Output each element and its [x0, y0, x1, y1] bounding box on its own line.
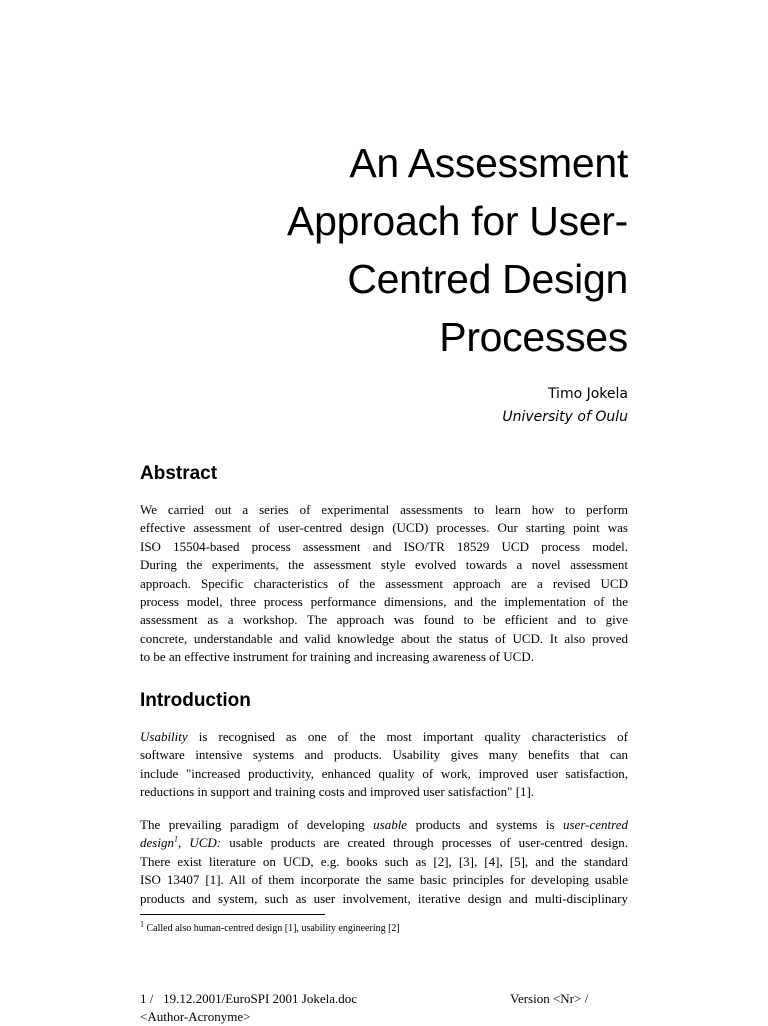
- text-line: [140, 728, 628, 746]
- paper-title: [108, 134, 628, 366]
- footnote-ref[interactable]: 1: [173, 835, 178, 845]
- italic-term: user-centred: [563, 817, 628, 832]
- text-line: include "increased productivity, enhanced quality of work, improved user satisfaction,: [140, 765, 628, 781]
- footnote-text: Called also human-centred design [1], usability engineering [2]: [144, 923, 400, 934]
- text-line: process model, three process performance dimensions, and the implementation of the: [140, 594, 628, 610]
- footer-author-acronym: <Author-Acronyme>: [140, 1009, 251, 1024]
- text-line: ISO 13407 [1]. All of them incorporate the same basic principles for developing usable: [140, 872, 628, 888]
- text-line: to be an effective instrument for training and increasing awareness of UCD.: [140, 649, 534, 665]
- introduction-heading: Introduction: [140, 690, 251, 711]
- page-footer-version: Version <Nr> /: [510, 991, 589, 1006]
- title-line: An Assessment: [349, 140, 628, 186]
- introduction-paragraph-1: [140, 728, 628, 802]
- text-run: products and systems is: [407, 817, 564, 832]
- footnote: [140, 919, 400, 936]
- text-line: [140, 816, 628, 834]
- text-line: products and system, such as user involvement, iterative design and multi-disciplinary: [140, 890, 628, 906]
- author-name: Timo Jokela: [547, 386, 628, 402]
- text-line: reductions in support and training costs and improved user satisfaction" [1].: [140, 784, 535, 800]
- text-line: effective assessment of user-centred design (UCD) processes. Our starting point was: [140, 520, 628, 536]
- italic-term: usable: [373, 817, 408, 832]
- author-block: [502, 383, 628, 429]
- footnote-marker: 1: [140, 919, 144, 929]
- footer-page-info: 1 / 19.12.2001/EuroSPI 2001 Jokela.doc: [140, 991, 358, 1006]
- italic-term: , UCD:: [177, 835, 222, 851]
- abstract-heading: Abstract: [140, 463, 218, 484]
- introduction-paragraph-2: [140, 816, 628, 908]
- text-line: There exist literature on UCD, e.g. books such as [2], [3], [4], [5], and the standard: [140, 853, 628, 869]
- text-line: approach. Specific characteristics of the assessment approach are a revised UCD: [140, 575, 628, 591]
- text-line: We carried out a series of experimental assessments to learn how to perform: [140, 502, 628, 517]
- text-line: During the experiments, the assessment style evolved towards a novel assessment: [140, 557, 628, 573]
- title-line: Centred Design: [347, 256, 628, 302]
- page-footer-left: [140, 990, 357, 1026]
- text-run: is recognised as one of the most important quality characteristics of: [187, 729, 628, 744]
- author-affiliation: University of Oulu: [502, 409, 628, 425]
- title-line: Approach for User-: [287, 198, 628, 244]
- text-line: concrete, understandable and valid knowledge about the status of UCD. It also proved: [140, 630, 628, 646]
- footnote-divider: [140, 914, 325, 915]
- text-line: software intensive systems and products. Usability gives many benefits that can: [140, 747, 628, 763]
- text-line: ISO 15504-based process assessment and ISO/TR 18529 UCD process model.: [140, 538, 628, 554]
- text-run: The prevailing paradigm of developing: [140, 817, 374, 832]
- abstract-paragraph: [140, 501, 628, 667]
- text-run: usable products are created through processes of user-centred design.: [221, 835, 628, 851]
- italic-term: Usability: [140, 729, 188, 744]
- italic-term: design: [140, 835, 174, 851]
- text-line: [140, 834, 628, 852]
- title-line: Processes: [439, 314, 628, 360]
- text-line: assessment as a workshop. The approach was found to be efficient and to give: [140, 612, 628, 628]
